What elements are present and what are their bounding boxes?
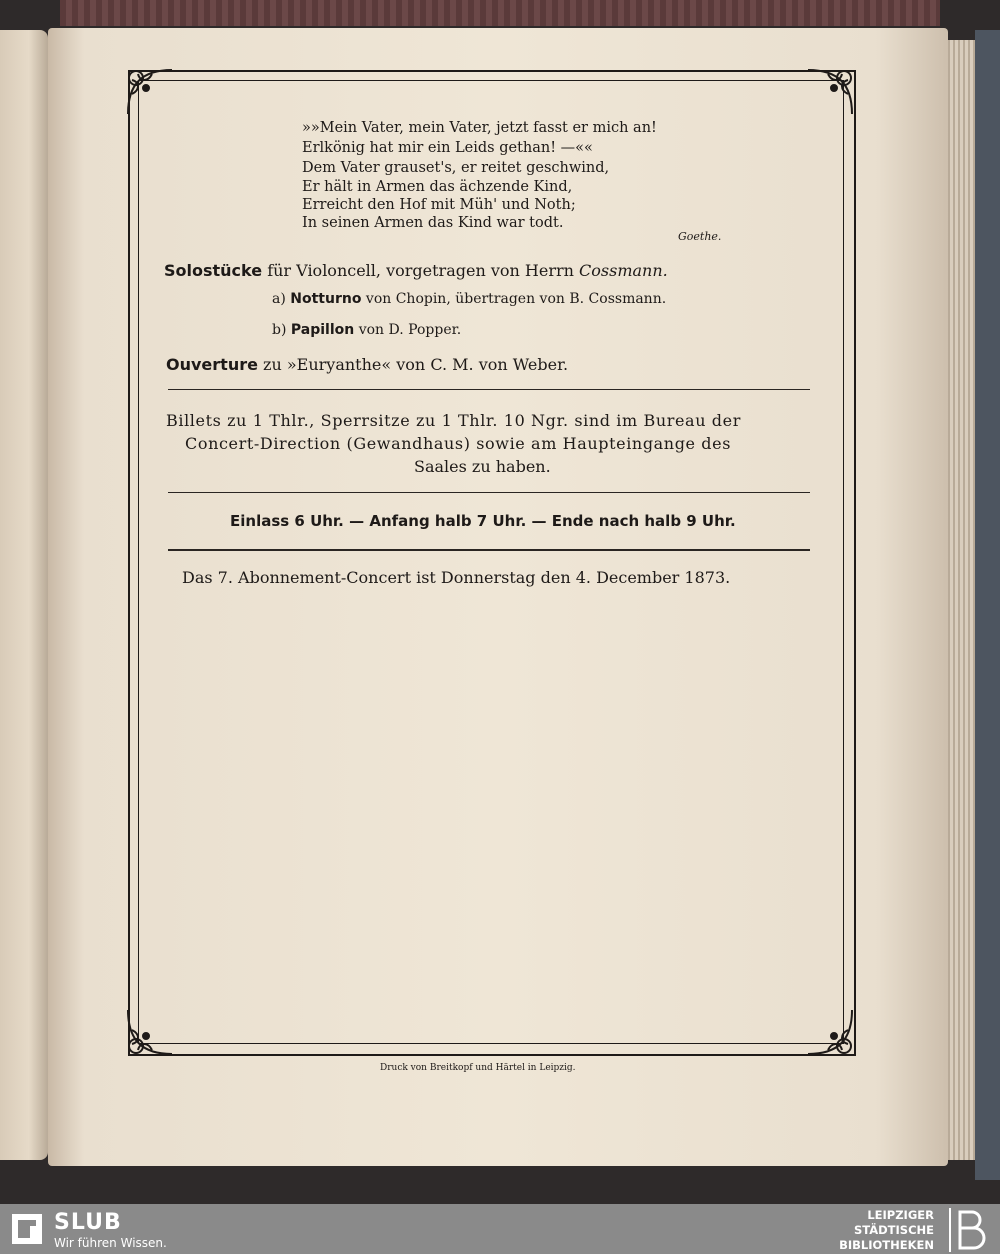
lsb-line-2: STÄDTISCHE [853,1223,934,1237]
program-item-a [272,291,666,307]
slub-logo-icon [10,1212,44,1246]
tickets-line-1: Billets zu 1 Thlr., Sperrsitze zu 1 Thlr. 10 Ngr. sind im Bureau der [166,411,741,430]
poem-author: Goethe. [678,230,722,243]
corner-ornament-top-right [802,64,858,120]
overture-line [166,355,568,374]
poem-line: Erreicht den Hof mit Müh' und Noth; [302,197,576,213]
poem-line: Dem Vater grauset's, er reitet geschwind, [302,160,610,176]
book-binding [60,0,940,26]
slub-tagline: Wir führen Wissen. [54,1236,167,1250]
corner-ornament-top-left [122,64,178,120]
item-b-title: Papillon [290,322,355,338]
item-a-title: Notturno [290,291,362,307]
item-b-marker: b) [272,322,287,338]
lsb-logo-icon [946,1206,994,1254]
lsb-wordmark [839,1208,934,1253]
concert-times: Einlass 6 Uhr. — Anfang halb 7 Uhr. — Ende nach halb 9 Uhr. [230,512,736,530]
poem-line: Erlkönig hat mir ein Leids gethan! —«« [302,140,593,156]
poem-line: »»Mein Vater, mein Vater, jetzt fasst er mich an! [302,120,657,136]
corner-ornament-bottom-right [802,1004,858,1060]
book-cover [975,30,1000,1180]
item-a-text: von Chopin, übertragen von B. Cossmann. [365,291,667,307]
solo-title: Solostücke [164,261,263,280]
divider [168,389,810,390]
printer-imprint: Druck von Breitkopf und Härtel in Leipzig. [380,1063,576,1073]
next-concert-notice: Das 7. Abonnement-Concert ist Donnerstag den 4. December 1873. [182,568,731,587]
tickets-line-3: Saales zu haben. [414,457,551,476]
tickets-line-2: Concert-Direction (Gewandhaus) sowie am Haupteingange des [185,434,732,453]
solo-performer: Cossmann. [579,261,668,280]
lsb-line-1: LEIPZIGER [867,1208,934,1222]
item-a-marker: a) [272,291,286,307]
program-item-b [272,322,461,338]
slub-name: SLUB [54,1210,122,1235]
corner-ornament-bottom-left [122,1004,178,1060]
divider [168,549,810,551]
overture-title: Ouverture [166,355,258,374]
overture-text: zu »Euryanthe« von C. M. von Weber. [263,355,569,374]
poem-line: In seinen Armen das Kind war todt. [302,215,564,231]
left-page-edge [0,30,48,1160]
poem-line: Er hält in Armen das ächzende Kind, [302,179,573,195]
divider [168,492,810,493]
solo-text: für Violoncell, vorgetragen von Herrn [267,261,574,280]
solo-line [164,261,668,280]
item-b-text: von D. Popper. [358,322,462,338]
footer-bar [0,1204,1000,1254]
lsb-line-3: BIBLIOTHEKEN [839,1238,934,1252]
